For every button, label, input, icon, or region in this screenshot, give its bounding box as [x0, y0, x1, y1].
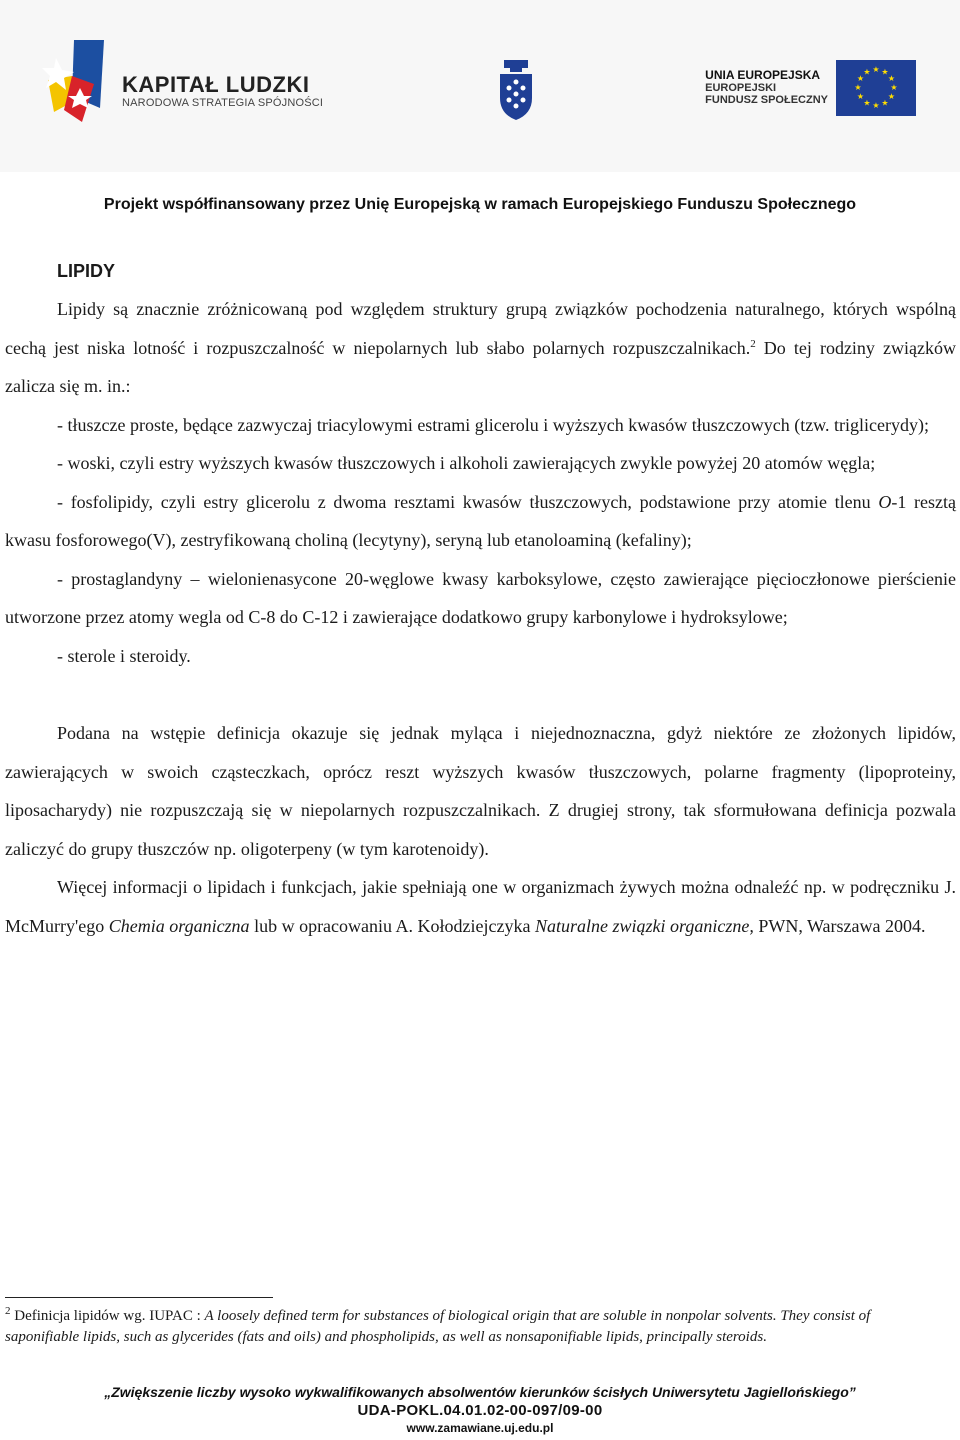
- footnote-definition: A loosely defined term for substances of biological origin that are soluble in nonpolar solvents. They consist of saponifiable lipids, such as glycerides (fats and oils) and phospholipids, as well as nonsaponifiable lipids, principally steroids.: [5, 1308, 871, 1345]
- svg-text:★: ★: [890, 83, 898, 92]
- footnote-number: 2: [5, 1305, 11, 1317]
- list-item: - sterole i steroidy.: [57, 645, 191, 666]
- paragraph-gap: [5, 675, 956, 714]
- svg-text:★: ★: [872, 65, 880, 74]
- footnote-ref: 2: [750, 337, 756, 350]
- eu-fund-label: [705, 68, 828, 106]
- svg-text:★: ★: [863, 67, 871, 77]
- svg-text:★: ★: [854, 83, 862, 92]
- item3-text-a: - fosfolipidy, czyli estry glicerolu z dwoma resztami kwasów tłuszczowych, podstawione przy atomie tlenu: [57, 491, 879, 512]
- list-item-phospholipids: [5, 483, 956, 560]
- para3-text-b: lub w opracowaniu A. Kołodziejczyka: [249, 915, 535, 936]
- svg-text:★: ★: [887, 74, 896, 83]
- eu-flag-icon: [836, 60, 916, 116]
- para3-text-a: Więcej informacji o lipidach i funkcjach, jakie spełniają one w organizmach żywych można odnaleźć np. w podręczniku J. McMurry'ego: [5, 877, 956, 936]
- list-item: - prostaglandyny – wielonienasycone 20-węglowe kwasy karboksylowe, często zawierające pięcioczłonowe pierścienie utworzone przez atomy wegla od C-8 do C-12 i zawierające dodatkowo grupy karbonylowe i hydroksylowe;: [5, 568, 956, 627]
- footer-project-code: UDA-POKL.04.01.02-00-097/09-00: [357, 1402, 603, 1419]
- book-title-1: Chemia organiczna: [108, 915, 250, 936]
- svg-text:★: ★: [887, 92, 896, 101]
- intro-cont-text: Do tej rodziny związków zalicza się m. in.:: [5, 337, 956, 396]
- svg-text:★: ★: [863, 98, 871, 108]
- svg-text:★: ★: [881, 67, 889, 77]
- svg-text:★: ★: [856, 74, 865, 83]
- list-item: - woski, czyli estry wyższych kwasów tłuszczowych i alkoholi zawierających zwykle powyżej 20 atomów węgla;: [57, 453, 876, 473]
- svg-text:★: ★: [856, 92, 865, 101]
- project-cofunding-line: Projekt współfinansowany przez Unię Europejską w ramach Europejskiego Funduszu Społecznego: [103, 196, 857, 213]
- svg-text:★: ★: [872, 101, 880, 110]
- book-title-2: Naturalne związki organiczne,: [534, 915, 754, 936]
- intro-paragraph: [5, 290, 956, 406]
- document-body: [5, 256, 956, 945]
- paragraph-more-info: [5, 868, 956, 945]
- paragraph-definition-note: Podana na wstępie definicja okazuje się jednak myląca i niejednoznaczna, gdyż niektóre ze złożonych lipidów, zawierających w swoich cząsteczkach, oprócz reszt wyższych kwasów tłuszczowych, polarne fragmenty (lipoproteiny, liposacharydy) nie rozpuszczają się w niepolarnych rozpuszczalnikach. Z drugiej strony, tak sformułowana definicja pozwala zaliczyć do grupy tłuszczów np. oligoterpeny (w tym karotenoidy).: [5, 723, 956, 859]
- list-item: - tłuszcze proste, będące zazwyczaj triacylowymi estrami glicerolu i wyższych kwasów tłuszczowych (tzw. triglicerydy);: [57, 414, 929, 435]
- footnote-divider: [5, 1297, 273, 1298]
- footer-website: www.zamawiane.uj.edu.pl: [406, 1421, 554, 1435]
- item3-text-b: -1 resztą kwasu fosforowego(V), zestryfikowaną choliną (lecytyny), seryną lub etanoloaminą (kefaliny);: [5, 491, 956, 550]
- kapital-ludzki-subtitle: NARODOWA STRATEGIA SPÓJNOŚCI: [122, 97, 324, 109]
- svg-text:★: ★: [881, 98, 889, 108]
- section-heading: LIPIDY: [57, 261, 116, 281]
- intro-text: Lipidy są znacznie zróżnicowaną pod względem struktury grupą związków pochodzenia naturalnego, których wspólną cechą jest niska lotność i rozpuszczalność w niepolarnych lub słabo polarnych rozpuszczalnikach.: [5, 299, 956, 358]
- university-emblem-icon: [498, 60, 534, 120]
- eu-label-line2: EUROPEJSKI: [705, 82, 777, 94]
- footer-project-title: „Zwiększenie liczby wysoko wykwalifikowanych absolwentów kierunków ścisłych Uniwersytetu Jagiellońskiego”: [104, 1384, 856, 1400]
- page-footer: [0, 1383, 960, 1436]
- eu-label-line3: FUNDUSZ SPOŁECZNY: [705, 94, 828, 106]
- item3-oxygen-symbol: O: [878, 491, 892, 512]
- kapital-ludzki-title: KAPITAŁ LUDZKI: [122, 72, 310, 97]
- footnote-lead: Definicja lipidów wg. IUPAC :: [10, 1308, 205, 1324]
- para3-text-c: PWN, Warszawa 2004.: [753, 915, 926, 936]
- footnote: [5, 1306, 945, 1348]
- header-band: [0, 0, 960, 172]
- eu-label-line1: UNIA EUROPEJSKA: [705, 68, 821, 82]
